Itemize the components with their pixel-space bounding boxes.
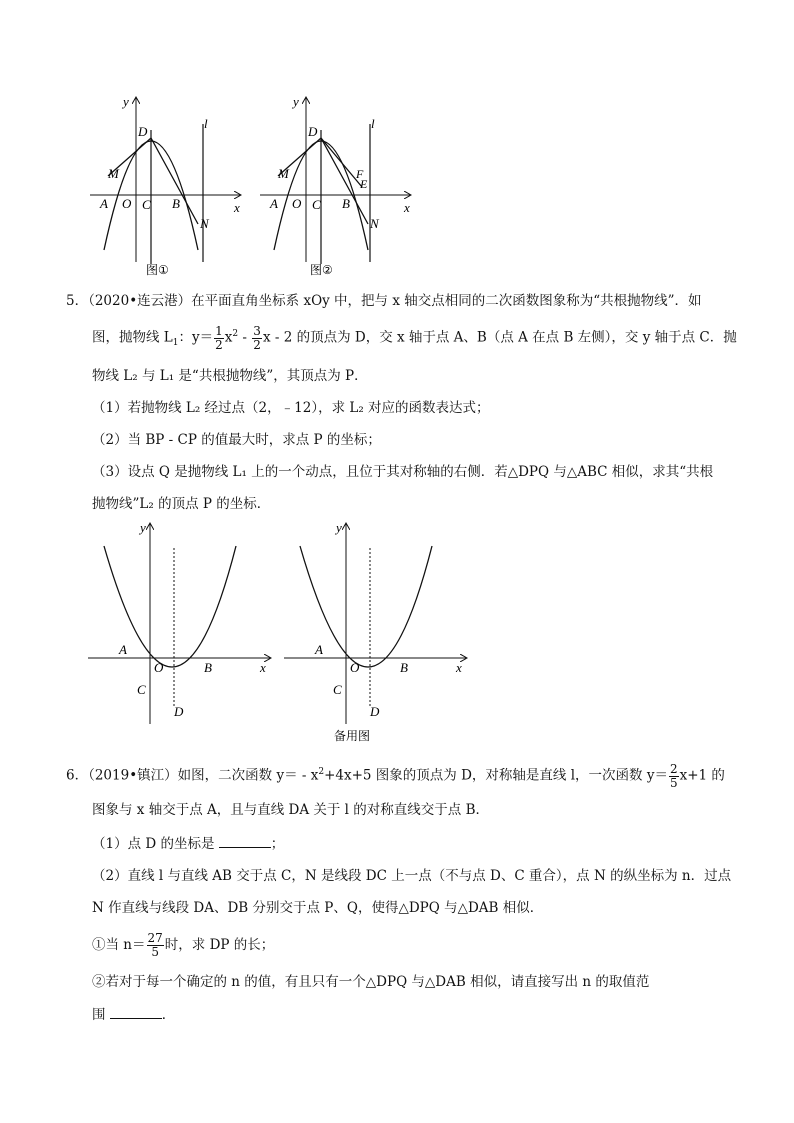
segments-MD-DN [108,138,198,224]
label-M: M [278,166,289,181]
label-E: E [360,177,368,191]
q5-sub2: （2）当 BP - CP 的值最大时，求点 P 的坐标； [92,432,381,448]
fig2-caption: 图② [310,263,333,277]
q6-line1 [66,762,725,790]
label-B: B [172,196,180,211]
figure-2 [258,92,418,282]
q6-part1-end: 时，求 DP 的长； [164,937,275,953]
q5-stem-2b: ：y＝ [178,329,214,346]
q6-stem-1b: +4x+5 图象的顶点为 D，对称轴是直线 l，一次函数 y＝ [324,767,668,784]
q5-frac-1: $\frac{1}{2}$ [215,323,223,352]
q6-sub2-line1: （2）直线 l 与直线 AB 交于点 C，N 是线段 DC 上一点（不与点 D、C 重合），点 N 的纵坐标为 n．过点 [92,868,732,884]
label-x: x [260,660,266,675]
q5-sub1: （1）若抛物线 L₂ 经过点（2，﹣12），求 L₂ 对应的函数表达式； [92,400,490,416]
q5-number: 5． [66,293,89,309]
q6-stem-1a: 如图，二次函数 y＝ - x [177,767,319,784]
segments-MD-DN [278,138,368,224]
label-l: l [371,116,375,131]
q5-sub3-line2: 抛物线”L₂ 的顶点 P 的坐标． [92,496,271,512]
q6-part1 [92,932,274,959]
q6-sub1-end: ； [270,836,285,852]
q5-sub-1: 1 [172,338,179,349]
q6-part2-line2 [92,1004,175,1025]
q5-stem-1: 在平面直角坐标系 xOy 中，把与 x 轴交点相同的二次函数图象称为“共根抛物线”．如 [191,293,702,309]
label-y: y [293,94,299,109]
q6-part1-frac: $\frac{27}{5}$ [147,931,163,959]
backup-caption: 备用图 [334,729,371,743]
q6-sub2-line2: N 作直线与线段 DA、DB 分别交于点 P、Q，使得△DPQ 与△DAB 相似． [92,900,544,916]
q5-line3: 物线 L₂ 与 L₁ 是“共根抛物线”，其顶点为 P． [92,368,368,384]
label-B: B [400,660,408,675]
q6-sub1 [92,833,284,854]
q6-part2-text: 围 [92,1007,110,1023]
label-C: C [137,682,146,697]
label-y: y [336,520,342,535]
label-O: O [292,196,302,211]
label-y: y [123,94,129,109]
q5-sub3-line1: （3）设点 Q 是抛物线 L₁ 上的一个动点，且位于其对称轴的右侧．若△DPQ 与△ABC 相似，求其“共根 [92,464,714,480]
label-D: D [308,124,318,139]
label-x: x [234,200,240,215]
label-D: D [174,704,184,719]
label-O: O [122,196,132,211]
q6-part1-text: ①当 n＝ [92,937,146,953]
label-D: D [138,124,148,139]
q6-stem-1c: x+1 的 [679,767,725,784]
answer-blank-2[interactable] [110,1004,162,1019]
q6-part2-end: ． [161,1007,176,1023]
label-y: y [140,520,146,535]
q5-figure-backup [282,518,472,746]
label-N: N [370,216,379,231]
figure-1 [88,92,248,282]
q6-line2: 图象与 x 轴交于点 A，且与直线 DA 关于 l 的对称直线交于点 B． [92,802,490,818]
label-C: C [312,197,321,212]
label-O: O [154,660,164,675]
label-F: F [356,167,364,181]
q5-frac-2: $\frac{3}{2}$ [253,323,261,352]
q6-sup: 2 [318,767,325,777]
label-N: N [200,216,209,231]
label-A: A [100,196,108,211]
q5-figure-main [86,518,276,728]
label-x: x [404,200,410,215]
label-A: A [119,642,127,657]
label-B: B [204,660,212,675]
q6-part2-line1: ②若对于每一个确定的 n 的值，有且只有一个△DPQ 与△DAB 相似，请直接写出 n 的取值范 [92,974,650,990]
q5-sup-2: 2 [232,329,239,339]
q5-line1 [66,291,702,311]
label-C: C [333,682,342,697]
q5-stem-2c: x [224,329,233,346]
label-l: l [204,116,208,131]
label-B: B [342,196,350,211]
q5-source: （2020•连云港） [88,293,192,309]
answer-blank-1[interactable] [219,833,271,848]
q5-stem-2e: x - 2 的顶点为 D，交 x 轴于点 A、B（点 A 在点 B 左侧），交 y 轴于点 C．抛 [262,329,737,346]
q5-stem-2d: - [238,329,252,346]
fig1-caption: 图① [146,263,169,277]
q6-source: （2019•镇江） [88,767,178,784]
label-x: x [456,660,462,675]
label-A: A [270,196,278,211]
label-D: D [370,704,380,719]
q6-frac: $\frac{2}{5}$ [669,761,678,790]
label-C: C [142,197,151,212]
label-A: A [315,642,323,657]
q5-stem-2a: 图，抛物线 L [92,329,173,346]
q5-line2 [92,324,737,353]
q6-number: 6． [66,767,89,784]
label-M: M [108,166,119,181]
label-O: O [350,660,360,675]
q6-sub1-text: （1）点 D 的坐标是 [92,836,219,852]
